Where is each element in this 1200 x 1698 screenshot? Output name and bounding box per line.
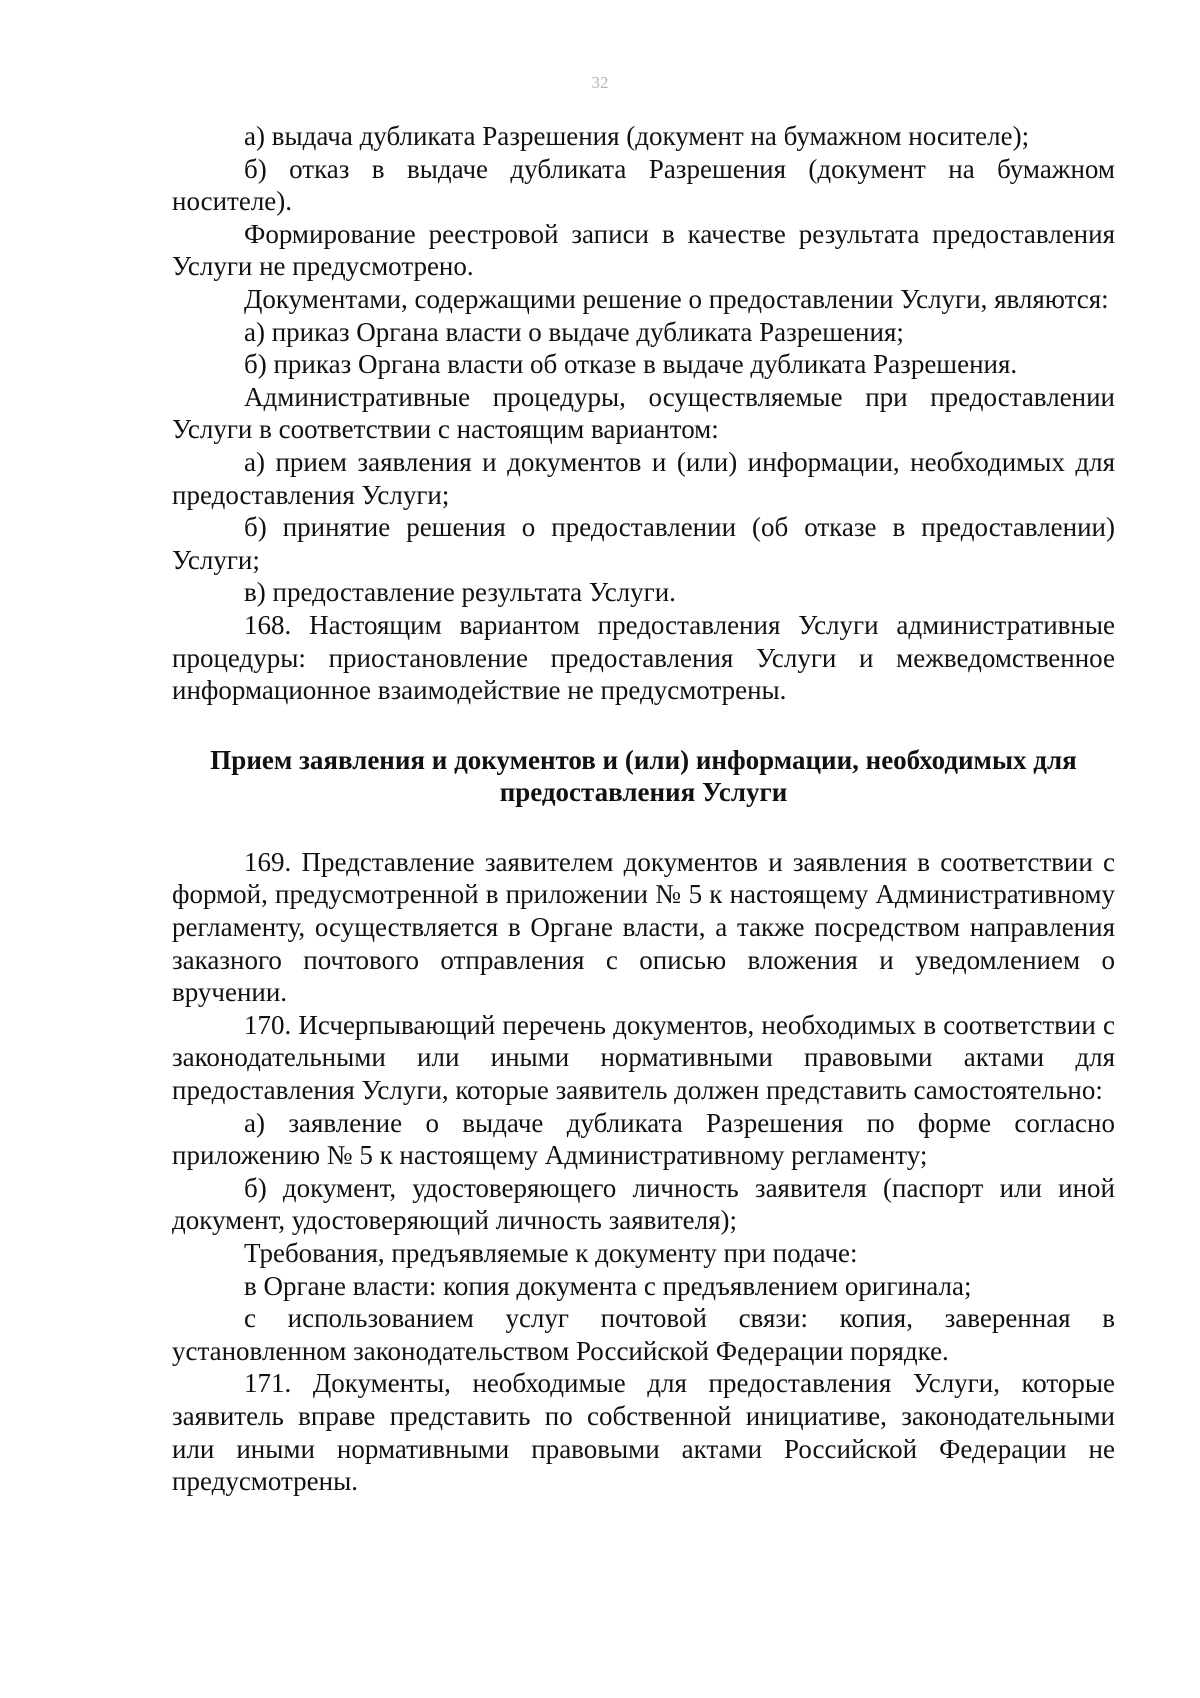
paragraph: а) прием заявления и документов и (или) информации, необходимых для предоставления Услуги; [172,446,1115,510]
paragraph: 170. Исчерпывающий перечень документов, необходимых в соответствии с законодательными или иными нормативными правовыми актами для предоставления Услуги, которые заявитель должен представить самостоятельно: [172,1009,1115,1106]
paragraph: в) предоставление результата Услуги. [244,577,676,608]
paragraph: в Органе власти: копия документа с предъявлением оригинала; [244,1270,972,1301]
paragraph: 168. Настоящим вариантом предоставления Услуги административные процедуры: приостановление предоставления Услуги и межведомственное информационное взаимодействие не предусмотрены. [172,609,1115,706]
paragraph: с использованием услуг почтовой связи: копия, заверенная в установленном законодательством Российской Федерации порядке. [172,1303,1115,1366]
paragraph: а) выдача дубликата Разрешения (документ на бумажном носителе); [244,121,1030,151]
paragraph: б) принятие решения о предоставлении (об отказе в предоставлении) Услуги; [172,512,1115,575]
paragraph: б) документ, удостоверяющего личность заявителя (паспорт или иной документ, удостоверяющий личность заявителя); [172,1172,1115,1236]
paragraph: Требования, предъявляемые к документу при подаче: [244,1238,858,1268]
paragraph: Формирование реестровой записи в качестве результата предоставления Услуги не предусмотрено. [172,218,1115,282]
paragraph: 169. Представление заявителем документов и заявления в соответствии с формой, предусмотренной в приложении № 5 к настоящему Административному регламенту, осуществляется в Органе власти, а также посредством направления заказного почтового отправления с описью вложения и уведомлением о вручении. [172,846,1115,1008]
paragraph: б) приказ Органа власти об отказе в выдаче дубликата Разрешения. [244,349,1018,380]
paragraph: 171. Документы, необходимые для предоставления Услуги, которые заявитель вправе представить по собственной инициативе, законодательными или иными нормативными правовыми актами Российской Федерации не предусмотрены. [172,1368,1115,1497]
paragraph: Документами, содержащими решение о предоставлении Услуги, являются: [244,283,1109,314]
paragraph: б) отказ в выдаче дубликата Разрешения (документ на бумажном носителе). [172,153,1115,217]
section-heading: Прием заявления и документов и (или) информации, необходимых для предоставления Услуги [210,744,1077,808]
page-number: 32 [591,73,609,92]
paragraph: Административные процедуры, осуществляемые при предоставлении Услуги в соответствии с настоящим вариантом: [172,381,1115,445]
document-body [172,120,1115,1498]
paragraph: а) приказ Органа власти о выдаче дубликата Разрешения; [244,316,904,347]
paragraph: а) заявление о выдаче дубликата Разрешения по форме согласно приложению № 5 к настоящему Административному регламенту; [172,1107,1115,1171]
